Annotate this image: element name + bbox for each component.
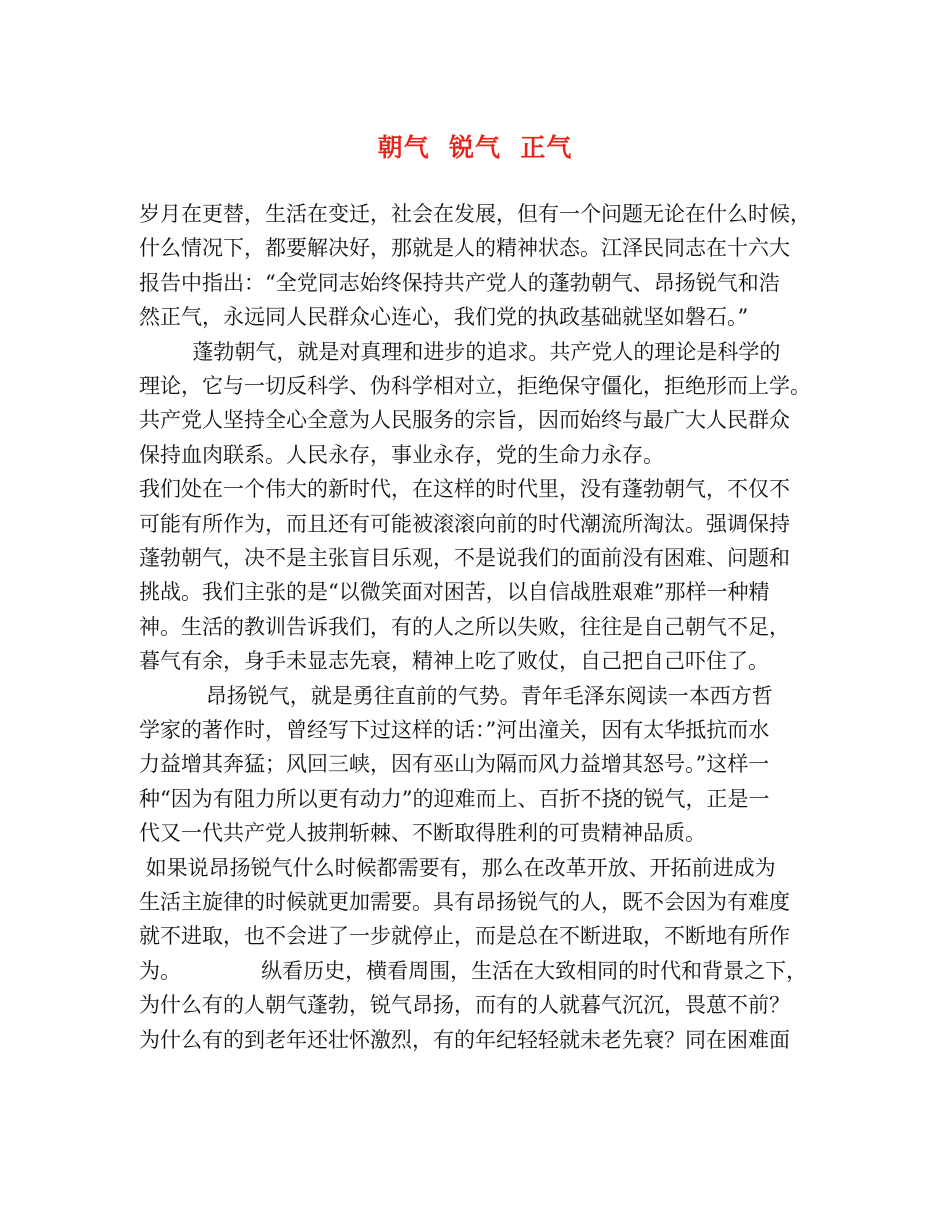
text-line: 报告中指出：“全党同志始终保持共产党人的蓬勃朝气、昂扬锐气和浩 <box>139 270 780 295</box>
text-line: 理论，它与一切反科学、伪科学相对立，拒绝保守僵化，拒绝形而上学。 <box>139 374 811 398</box>
text-line: 就不进取，也不会进了一步就停止，而是总在不断进取，不断地有所作 <box>139 924 790 949</box>
text-line: 保持血肉联系。人民永存，事业永存，党的生命力永存。 <box>139 442 664 467</box>
text-line: 蓬勃朝气，就是对真理和进步的追求。共产党人的理论是科学的 <box>139 339 781 364</box>
text-line: 可能有所作为，而且还有可能被滚滚向前的时代潮流所淘汰。强调保持 <box>139 511 790 536</box>
text-line: 昂扬锐气，就是勇往直前的气势。青年毛泽东阅读一本西方哲 <box>139 683 773 708</box>
text-line: 挑战。我们主张的是“以微笑面对困苦，以自信战胜艰难”那样一种精 <box>139 580 770 605</box>
text-line: 代又一代共产党人披荆斩棘、不断取得胜利的可贵精神品质。 <box>139 821 706 846</box>
text-line: 种“因为有阻力所以更有动力”的迎难而上、百折不挠的锐气，正是一 <box>139 786 770 811</box>
text-line: 如果说昂扬锐气什么时候都需要有，那么在改革开放、开拓前进成为 <box>139 855 776 880</box>
page-title: 朝气 锐气 正气 <box>377 133 573 162</box>
text-line: 蓬勃朝气，决不是主张盲目乐观，不是说我们的面前没有困难、问题和 <box>139 546 790 570</box>
text-line: 岁月在更替，生活在变迁，社会在发展，但有一个问题无论在什么时候， <box>139 202 811 226</box>
text-line: 为什么有的到老年还壮怀激烈，有的年纪轻轻就未老先衰？同在困难面 <box>139 1027 790 1052</box>
text-line: 共产党人坚持全心全意为人民服务的宗旨，因而始终与最广大人民群众 <box>139 408 790 433</box>
text-line: 暮气有余，身手未显志先衰，精神上吃了败仗，自己把自己吓住了。 <box>139 649 769 674</box>
text-line: 生活主旋律的时候就更加需要。具有昂扬锐气的人，既不会因为有难度 <box>139 890 790 914</box>
text-line: 神。生活的教训告诉我们，有的人之所以失败，往往是自己朝气不足， <box>139 614 790 639</box>
text-line: 力益增其奔猛；风回三峡，因有巫山为隔而风力益增其怒号。”这样一 <box>139 752 770 777</box>
text-line: 为。 纵看历史，横看周围，生活在大致相同的时代和背景之下， <box>139 958 808 983</box>
text-line: 学家的著作时，曾经写下过这样的话：”河出潼关，因有太华抵抗而水 <box>139 718 770 742</box>
text-line: 为什么有的人朝气蓬勃，锐气昂扬，而有的人就暮气沉沉，畏葸不前？ <box>139 993 790 1018</box>
text-line: 我们处在一个伟大的新时代，在这样的时代里，没有蓬勃朝气，不仅不 <box>139 477 790 502</box>
text-line: 然正气，永远同人民群众心连心，我们党的执政基础就坚如磐石。” <box>139 305 749 330</box>
text-line: 什么情况下，都要解决好，那就是人的精神状态。江泽民同志在十六大 <box>139 236 790 261</box>
